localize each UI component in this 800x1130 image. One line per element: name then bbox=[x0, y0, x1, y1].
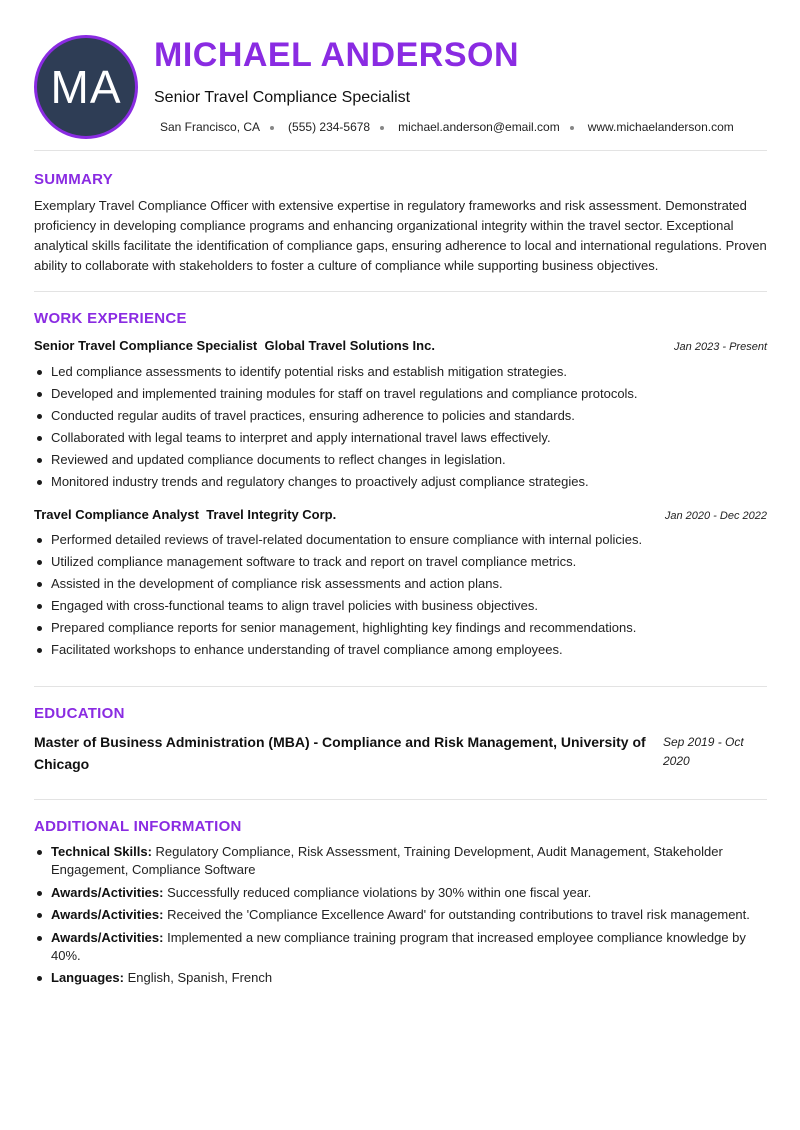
section-divider bbox=[34, 150, 767, 151]
list-item bbox=[34, 969, 767, 987]
job-header bbox=[34, 338, 767, 353]
job-title: Senior Travel Compliance Specialist Global Travel Solutions Inc. bbox=[34, 338, 435, 353]
info-text: Regulatory Compliance, Risk Assessment, Training Development, Audit Management, Stakeholder Engagement, Compliance Software bbox=[51, 844, 723, 877]
info-label: Awards/Activities: bbox=[51, 929, 164, 945]
separator-dot-icon bbox=[380, 126, 384, 130]
section-divider bbox=[34, 291, 767, 292]
education-heading: EDUCATION bbox=[34, 705, 125, 722]
list-item: Facilitated workshops to enhance understanding of travel compliance among employees. bbox=[34, 639, 767, 661]
info-text: Received the 'Compliance Excellence Award' for outstanding contributions to travel risk management. bbox=[163, 907, 750, 922]
section-divider bbox=[34, 799, 767, 800]
list-item: Monitored industry trends and regulatory changes to proactively adjust compliance strategies. bbox=[34, 471, 767, 493]
list-item: Led compliance assessments to identify potential risks and establish mitigation strategies. bbox=[34, 361, 767, 383]
info-label: Awards/Activities: bbox=[51, 907, 164, 922]
contact-website[interactable]: www.michaelanderson.com bbox=[587, 120, 734, 134]
contact-phone: (555) 234-5678 bbox=[288, 120, 371, 134]
job-header bbox=[34, 507, 767, 522]
list-item: Conducted regular audits of travel practices, ensuring adherence to policies and standards. bbox=[34, 405, 767, 427]
job-date: Jan 2020 - Dec 2022 bbox=[664, 510, 767, 522]
section-divider bbox=[34, 686, 767, 687]
work-experience-heading: WORK EXPERIENCE bbox=[34, 310, 187, 327]
list-item: Collaborated with legal teams to interpret and apply international travel laws effectively. bbox=[34, 427, 767, 449]
additional-info-heading: ADDITIONAL INFORMATION bbox=[34, 818, 242, 835]
list-item: Performed detailed reviews of travel-related documentation to ensure compliance with internal policies. bbox=[34, 529, 767, 551]
list-item bbox=[34, 929, 767, 965]
separator-dot-icon bbox=[570, 126, 574, 130]
contact-bar bbox=[160, 120, 734, 134]
info-label: Technical Skills: bbox=[51, 844, 152, 859]
avatar: MA bbox=[34, 35, 138, 139]
list-item bbox=[34, 884, 767, 902]
list-item: Prepared compliance reports for senior management, highlighting key findings and recommendations. bbox=[34, 617, 767, 639]
info-text: Implemented a new compliance training program that increased employee compliance knowledge by 40%. bbox=[51, 929, 746, 963]
info-text: Successfully reduced compliance violations by 30% within one fiscal year. bbox=[163, 884, 592, 900]
education-date: Sep 2019 - Oct 2020 bbox=[663, 735, 744, 768]
list-item: Developed and implemented training modules for staff on travel regulations and compliance protocols. bbox=[34, 383, 767, 405]
additional-info-list bbox=[34, 843, 767, 992]
list-item: Reviewed and updated compliance documents to reflect changes in legislation. bbox=[34, 449, 767, 471]
education-degree: Master of Business Administration (MBA) - Compliance and Risk Management, University of Chicago bbox=[34, 734, 646, 772]
list-item bbox=[34, 906, 767, 924]
info-label: Awards/Activities: bbox=[51, 884, 164, 900]
job-bullets bbox=[34, 529, 767, 661]
separator-dot-icon bbox=[270, 126, 274, 130]
list-item: Engaged with cross-functional teams to align travel policies with business objectives. bbox=[34, 595, 767, 617]
info-label: Languages: bbox=[51, 970, 124, 985]
candidate-name: MICHAEL ANDERSON bbox=[154, 36, 520, 74]
summary-heading: SUMMARY bbox=[34, 171, 114, 188]
job-title: Travel Compliance Analyst Travel Integrity Corp. bbox=[34, 507, 337, 522]
contact-location: San Francisco, CA bbox=[160, 120, 261, 134]
job-date: Jan 2023 - Present bbox=[674, 341, 767, 353]
list-item bbox=[34, 843, 767, 879]
job-bullets bbox=[34, 361, 767, 493]
info-text: English, Spanish, French bbox=[123, 970, 273, 985]
list-item: Utilized compliance management software to track and report on travel compliance metrics. bbox=[34, 551, 767, 573]
contact-email[interactable]: michael.anderson@email.com bbox=[398, 120, 560, 134]
candidate-role: Senior Travel Compliance Specialist bbox=[154, 89, 411, 106]
summary-text: Exemplary Travel Compliance Officer with extensive expertise in regulatory frameworks and risk assessment. Demonstrated proficiency in developing compliance programs and enhancing organizational integrity within the travel sector. Exceptional analytical skills facilitate the identification of compliance gaps, ensuring adherence to local and international regulations. Proven ability to collaborate with stakeholders to foster a culture of compliance while supporting business objectives. bbox=[34, 198, 767, 273]
list-item: Assisted in the development of compliance risk assessments and action plans. bbox=[34, 573, 767, 595]
